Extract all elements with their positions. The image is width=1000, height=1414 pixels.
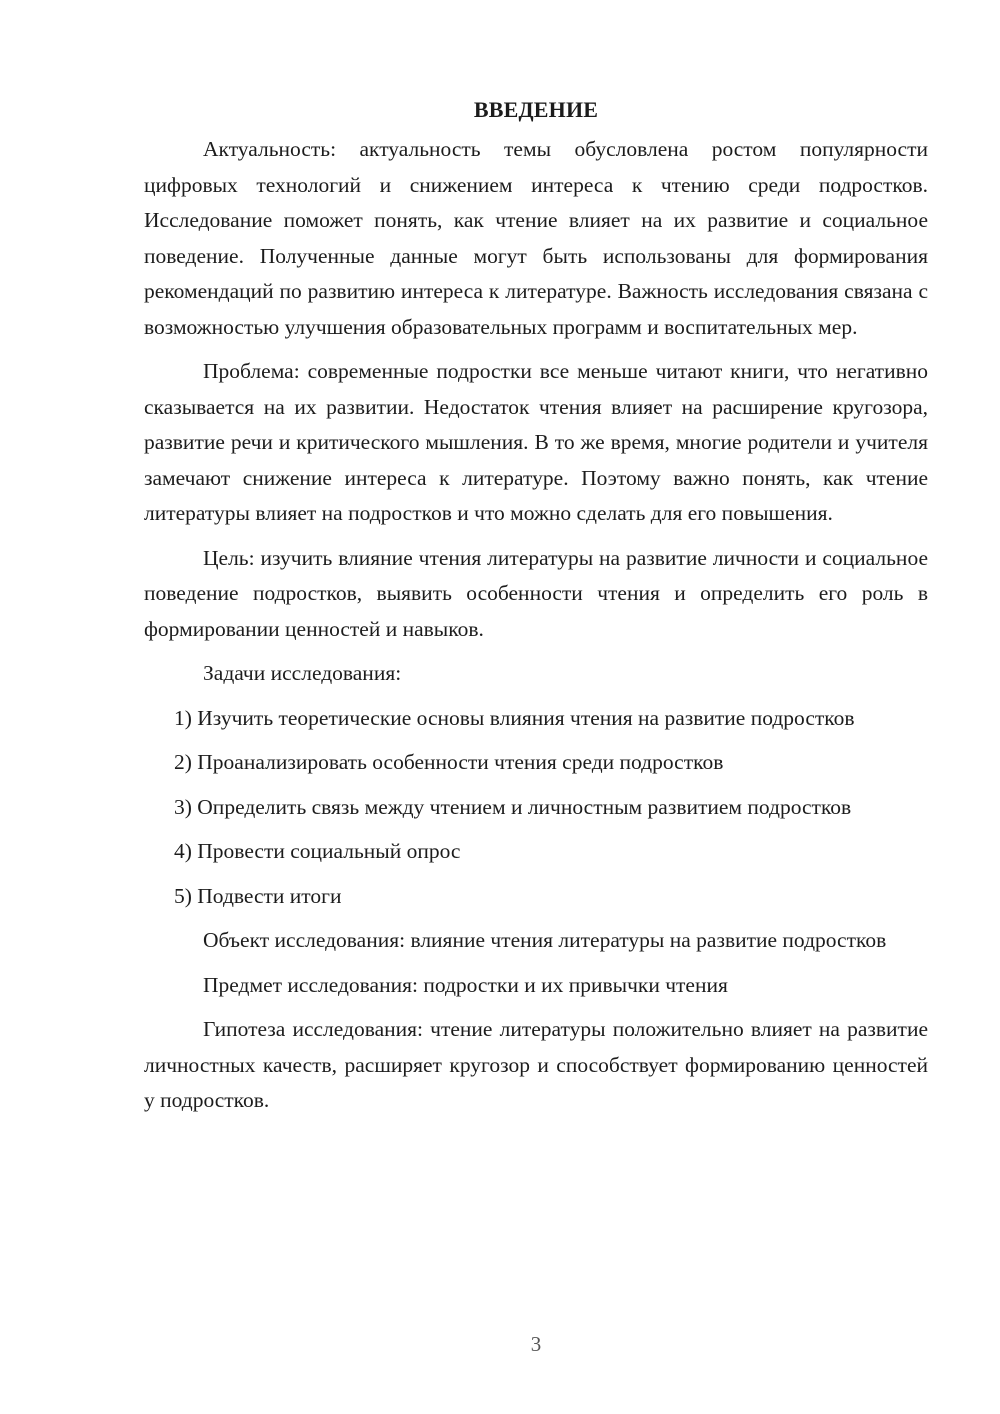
task-item-4: 4) Провести социальный опрос [174,839,461,863]
object-paragraph: Объект исследования: влияние чтения литературы на развитие подростков [203,928,887,952]
task-item-3: 3) Определить связь между чтением и личностным развитием подростков [174,794,852,819]
problem-paragraph: Проблема: современные подростки все меньше читают книги, что негативно сказывается на их развитии. Недостаток чтения влияет на расширение кругозора, развитие речи и критического мышления. В то же время, многие родители и учителя замечают снижение интереса к литературе. Поэтому важно понять, как чтение литературы влияет на подростков и что можно сделать для его повышения. [144,359,928,525]
subject-paragraph: Предмет исследования: подростки и их привычки чтения [203,972,728,997]
page-number: 3 [530,1332,542,1356]
hypothesis-paragraph: Гипотеза исследования: чтение литературы положительно влияет на развитие личностных качеств, расширяет кругозор и способствует формированию ценностей у подростков. [144,1017,928,1112]
task-item-2: 2) Проанализировать особенности чтения среди подростков [174,750,724,774]
document-page [144,92,928,1128]
goal-paragraph: Цель: изучить влияние чтения литературы на развитие личности и социальное поведение подростков, выявить особенности чтения и определить его роль в формировании ценностей и навыков. [144,545,928,641]
task-item-5: 5) Подвести итоги [174,883,342,908]
page-title: ВВЕДЕНИЕ [473,97,599,122]
relevance-paragraph: Актуальность: актуальность темы обусловлена ростом популярности цифровых технологий и снижением интереса к чтению среди подростков. Исследование поможет понять, как чтение влияет на их развитие и социальное поведение. Полученные данные могут быть использованы для формирования рекомендаций по развитию интереса к литературе. Важность исследования связана с возможностью улучшения образовательных программ и воспитательных мер. [144,137,928,339]
tasks-heading: Задачи исследования: [203,661,402,685]
task-item-1: 1) Изучить теоретические основы влияния чтения на развитие подростков [174,705,855,730]
